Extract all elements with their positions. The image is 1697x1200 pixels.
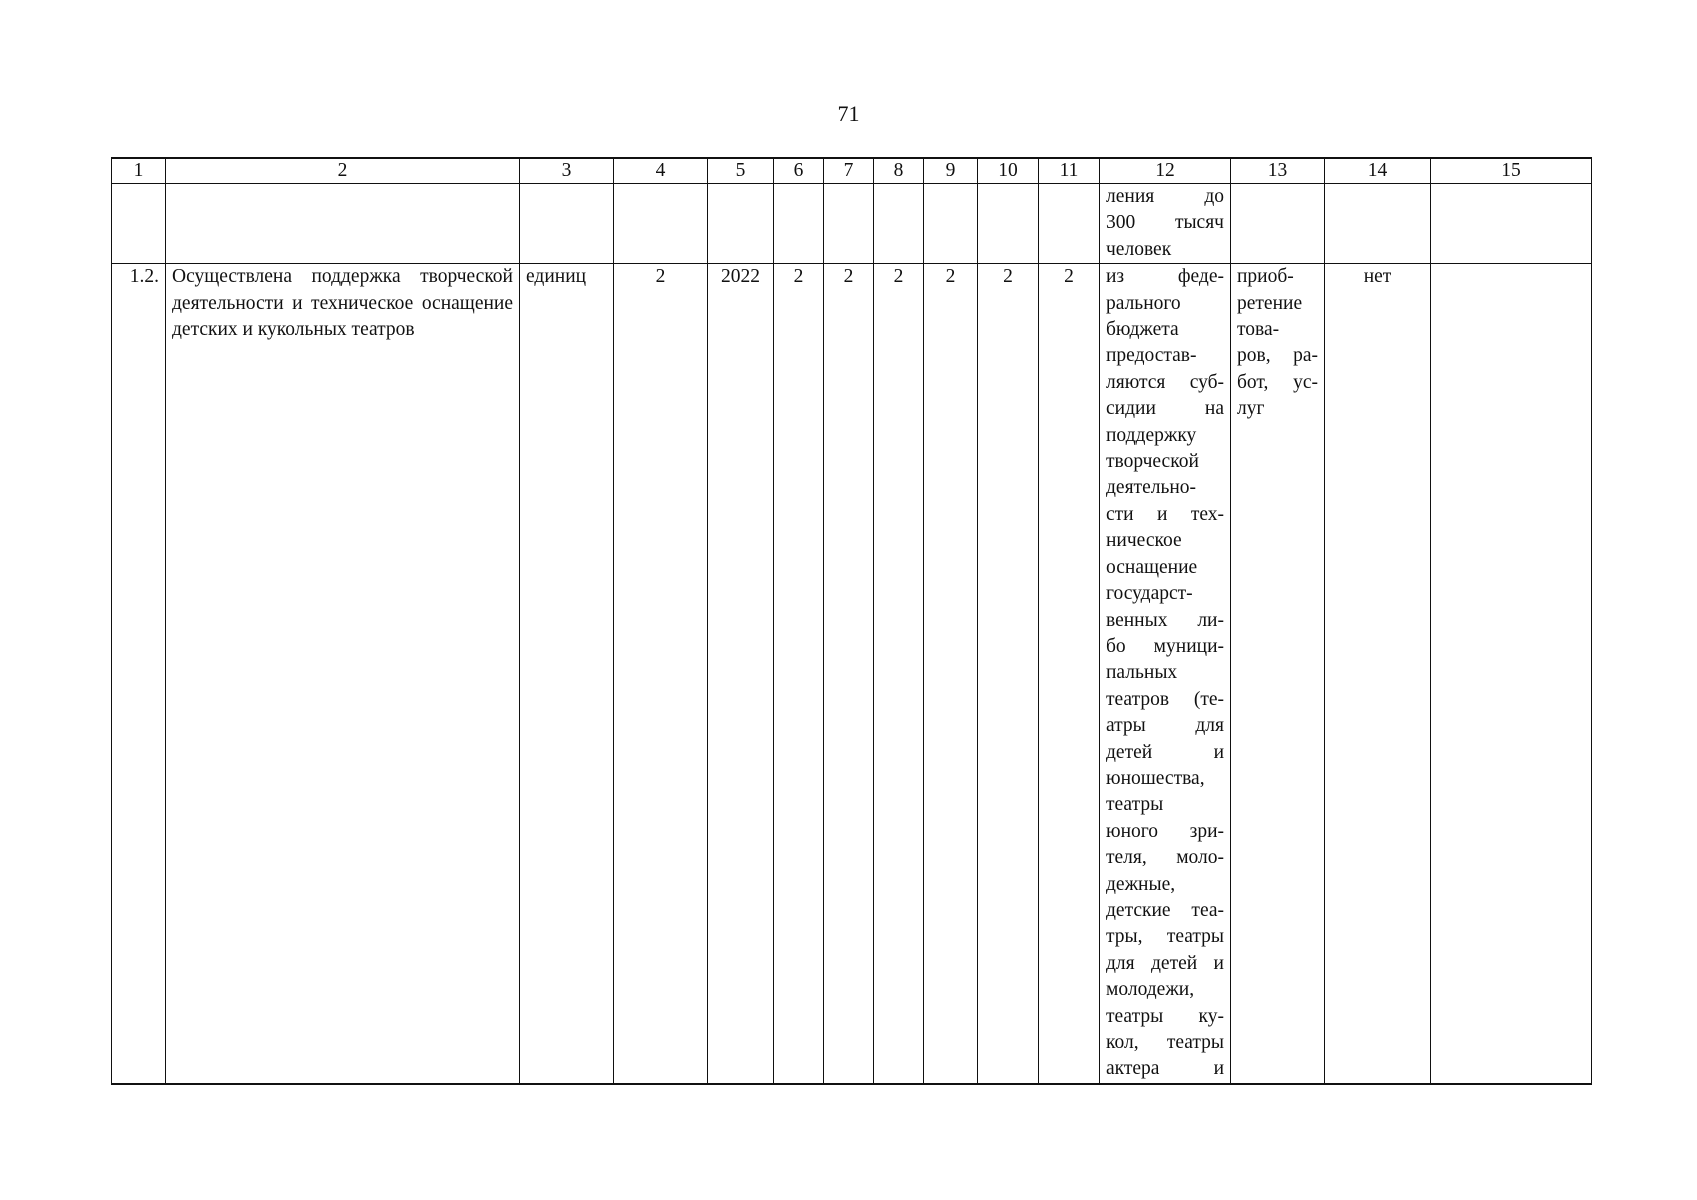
row-base-value: 2 (614, 264, 708, 1084)
text-line: детей и (1106, 741, 1224, 763)
table-row-continuation (112, 184, 1592, 264)
column-header: 7 (824, 158, 874, 184)
text-line: сти и тех- (1106, 503, 1224, 525)
row-unit: единиц (520, 264, 614, 1084)
row-col15 (1431, 264, 1592, 1084)
text-line: юношества, (1106, 767, 1205, 789)
data-table (111, 157, 1592, 1085)
text-line: бо муници- (1106, 635, 1224, 657)
text-line: приоб- (1237, 266, 1294, 288)
text-line: поддержку (1106, 424, 1197, 446)
cell-empty (1325, 184, 1431, 264)
text-line: актера и (1106, 1058, 1224, 1080)
column-header: 8 (874, 158, 924, 184)
cell-empty (614, 184, 708, 264)
row-base-year: 2022 (708, 264, 774, 1084)
cell-empty (1039, 184, 1100, 264)
cell-empty (166, 184, 520, 264)
cell-empty (874, 184, 924, 264)
column-header: 15 (1431, 158, 1592, 184)
text-line: ническое (1106, 530, 1182, 552)
row-value: 2 (874, 264, 924, 1084)
text-line: луг (1237, 398, 1265, 420)
cell-empty (824, 184, 874, 264)
column-header: 4 (614, 158, 708, 184)
row-value: 2 (824, 264, 874, 1084)
cell-empty (1431, 184, 1592, 264)
text-line: ров, ра- (1237, 345, 1318, 367)
text-line: дежные, (1106, 873, 1176, 895)
text-line: для детей и (1106, 952, 1224, 974)
text-line: теля, моло- (1106, 847, 1224, 869)
text-line: бюджета (1106, 319, 1179, 341)
text-line: детские теа- (1106, 899, 1224, 921)
column-header: 11 (1039, 158, 1100, 184)
text-line: деятельно- (1106, 477, 1197, 499)
column-header: 3 (520, 158, 614, 184)
column-header: 1 (112, 158, 166, 184)
row-description: Осуществлена поддержка творческой деятельности и техническое оснащение детских и кукольных театров (166, 264, 520, 1084)
column-header: 12 (1100, 158, 1231, 184)
row-value: 2 (924, 264, 978, 1084)
row-value: 2 (978, 264, 1039, 1084)
text-line: из феде- (1106, 266, 1224, 288)
text-line: молодежи, (1106, 979, 1195, 1001)
column-header: 13 (1231, 158, 1325, 184)
row-expense-type (1231, 264, 1325, 1084)
cell-empty (978, 184, 1039, 264)
cell-empty (520, 184, 614, 264)
text-line: бот, ус- (1237, 371, 1318, 393)
cell-empty (708, 184, 774, 264)
text-line: сидии на (1106, 398, 1224, 420)
table-header-row (112, 158, 1592, 184)
text-line: человек (1106, 238, 1172, 260)
cell-empty (924, 184, 978, 264)
text-line: атры для (1106, 715, 1224, 737)
cell-empty (1231, 184, 1325, 264)
text-line: рального (1106, 292, 1181, 314)
column-header: 2 (166, 158, 520, 184)
column-header: 9 (924, 158, 978, 184)
text-line: ретение (1237, 292, 1303, 314)
text-line: венных ли- (1106, 609, 1224, 631)
row-value: 2 (1039, 264, 1100, 1084)
text-line: ляются суб- (1106, 371, 1224, 393)
text-line: государст- (1106, 583, 1193, 605)
row-col14: нет (1325, 264, 1431, 1084)
row-funding-description (1100, 264, 1231, 1084)
column-header: 6 (774, 158, 824, 184)
cell-col12-continued (1100, 184, 1231, 264)
column-header: 10 (978, 158, 1039, 184)
table-row (112, 264, 1592, 1084)
text-line: театров (те- (1106, 688, 1224, 710)
text-line: театры (1106, 794, 1164, 816)
text-line: 300 тысяч (1106, 212, 1224, 234)
text-line: тры, театры (1106, 926, 1224, 948)
text-line: юного зри- (1106, 820, 1224, 842)
cell-empty (774, 184, 824, 264)
text-line: кол, театры (1106, 1032, 1224, 1053)
text-line: това- (1237, 319, 1280, 341)
text-line: пальных (1106, 662, 1178, 684)
page-number: 71 (837, 101, 860, 126)
column-header: 5 (708, 158, 774, 184)
text-line: творческой (1106, 451, 1199, 473)
text-line: ления до (1106, 186, 1224, 207)
cell-empty (112, 184, 166, 264)
row-value: 2 (774, 264, 824, 1084)
text-line: оснащение (1106, 556, 1198, 578)
text-line: предостав- (1106, 345, 1197, 367)
text-line: театры ку- (1106, 1005, 1224, 1027)
column-header: 14 (1325, 158, 1431, 184)
row-number: 1.2. (112, 264, 166, 1084)
